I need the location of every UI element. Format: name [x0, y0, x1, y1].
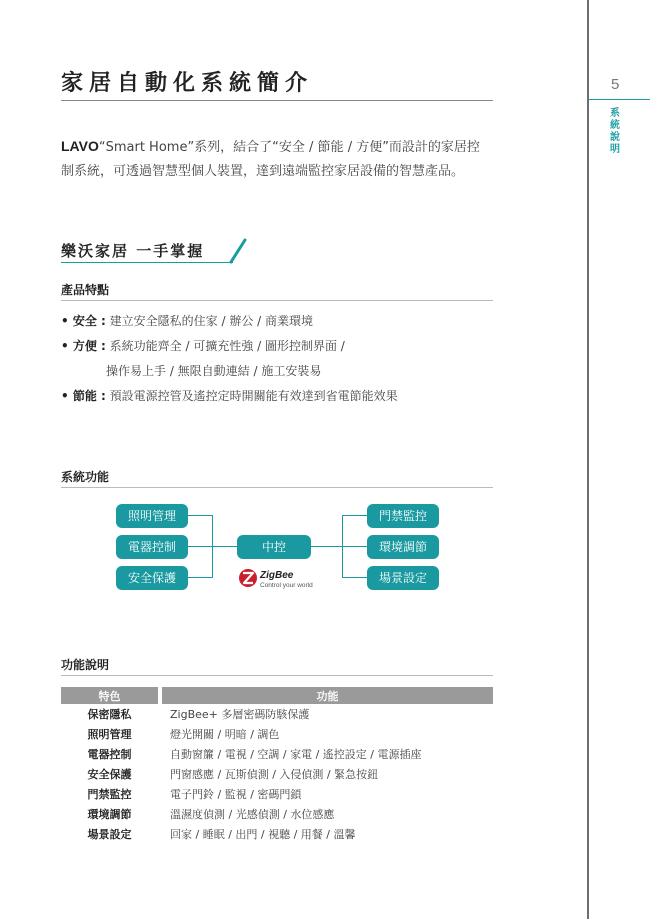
zigbee-logo [238, 566, 328, 592]
product-features-title: 產品特點 [61, 283, 110, 297]
column-header-function: 功能 [162, 687, 493, 704]
row-function: 燈光開關 / 明暗 / 調色 [170, 728, 280, 741]
table-row [61, 724, 493, 744]
connector-line [342, 515, 367, 516]
system-functions-divider [61, 487, 493, 488]
column-header-feature: 特色 [61, 687, 158, 704]
row-function: 門窗感應 / 瓦斯偵測 / 入侵偵測 / 緊急按鈕 [170, 768, 379, 781]
slogan-underline [61, 262, 233, 263]
table-row [61, 704, 493, 724]
row-feature: 場景設定 [87, 828, 132, 841]
feature-label: • 節能 : [61, 389, 106, 403]
table-header-row [61, 687, 493, 704]
node-environment: 環境調節 [367, 535, 439, 559]
function-desc-title: 功能說明 [61, 658, 110, 672]
function-table [61, 687, 493, 844]
table-row [61, 764, 493, 784]
table-row [61, 824, 493, 844]
feature-item-convenience [61, 337, 345, 354]
connector-line [311, 546, 367, 547]
table-row [61, 784, 493, 804]
brand-name: LAVO [61, 138, 99, 154]
intro-paragraph [61, 134, 491, 184]
sidebar-divider [587, 0, 589, 919]
node-scene: 場景設定 [367, 566, 439, 590]
page-title: 家居自動化系統簡介 [61, 71, 314, 96]
node-access-control: 門禁監控 [367, 504, 439, 528]
node-lighting: 照明管理 [116, 504, 188, 528]
row-feature: 電器控制 [87, 748, 132, 761]
node-central-control: 中控 [237, 535, 311, 559]
row-function: 自動窗簾 / 電視 / 空調 / 家電 / 遙控設定 / 電源插座 [170, 748, 422, 761]
connector-line [188, 515, 212, 516]
sidebar-rule [589, 99, 650, 100]
feature-item-safety [61, 312, 313, 329]
row-feature: 門禁監控 [87, 788, 132, 801]
product-features-divider [61, 300, 493, 301]
row-function: 電子門鈴 / 監視 / 密碼門鎖 [170, 788, 302, 801]
feature-label: • 安全 : [61, 314, 106, 328]
intro-text: “Smart Home”系列，結合了“安全 / 節能 / 方便”而設計的家居控制系統，可透過智慧型個人裝置，達到遠端監控家居設備的智慧產品。 [61, 140, 480, 179]
feature-continuation: 操作易上手 / 無限自動連結 / 施工安裝易 [106, 364, 322, 378]
sidebar-section-label: 系統說明 [610, 108, 620, 155]
table-row [61, 744, 493, 764]
page-number: 5 [611, 76, 620, 93]
node-security: 安全保護 [116, 566, 188, 590]
function-desc-divider [61, 675, 493, 676]
row-function: ZigBee+ 多層密碼防駭保護 [170, 708, 310, 721]
feature-item-energy [61, 387, 398, 404]
connector-line [188, 577, 212, 578]
connector-line [188, 546, 237, 547]
table-row [61, 804, 493, 824]
zigbee-name: ZigBee [260, 570, 294, 581]
row-feature: 保密隱私 [87, 708, 132, 721]
title-divider [61, 100, 493, 101]
feature-text: 系統功能齊全 / 可擴充性強 / 圖形控制界面 / [105, 339, 345, 353]
system-functions-title: 系統功能 [61, 470, 110, 484]
feature-label: • 方便 : [61, 339, 106, 353]
row-feature: 安全保護 [87, 768, 132, 781]
node-appliance: 電器控制 [116, 535, 188, 559]
zigbee-tagline: Control your world [260, 582, 313, 589]
connector-line [342, 577, 367, 578]
row-function: 回家 / 睡眠 / 出門 / 視聽 / 用餐 / 溫馨 [170, 828, 356, 841]
row-feature: 照明管理 [87, 728, 132, 741]
feature-text: 建立安全隱私的住家 / 辦公 / 商業環境 [105, 314, 313, 328]
slogan-heading: 樂沃家居 一手掌握 [61, 242, 205, 260]
feature-text: 預設電源控管及遙控定時開關能有效達到省電節能效果 [105, 389, 398, 403]
row-function: 溫濕度偵測 / 光感偵測 / 水位感應 [170, 808, 335, 821]
row-feature: 環境調節 [87, 808, 132, 821]
slash-decoration [228, 238, 248, 264]
